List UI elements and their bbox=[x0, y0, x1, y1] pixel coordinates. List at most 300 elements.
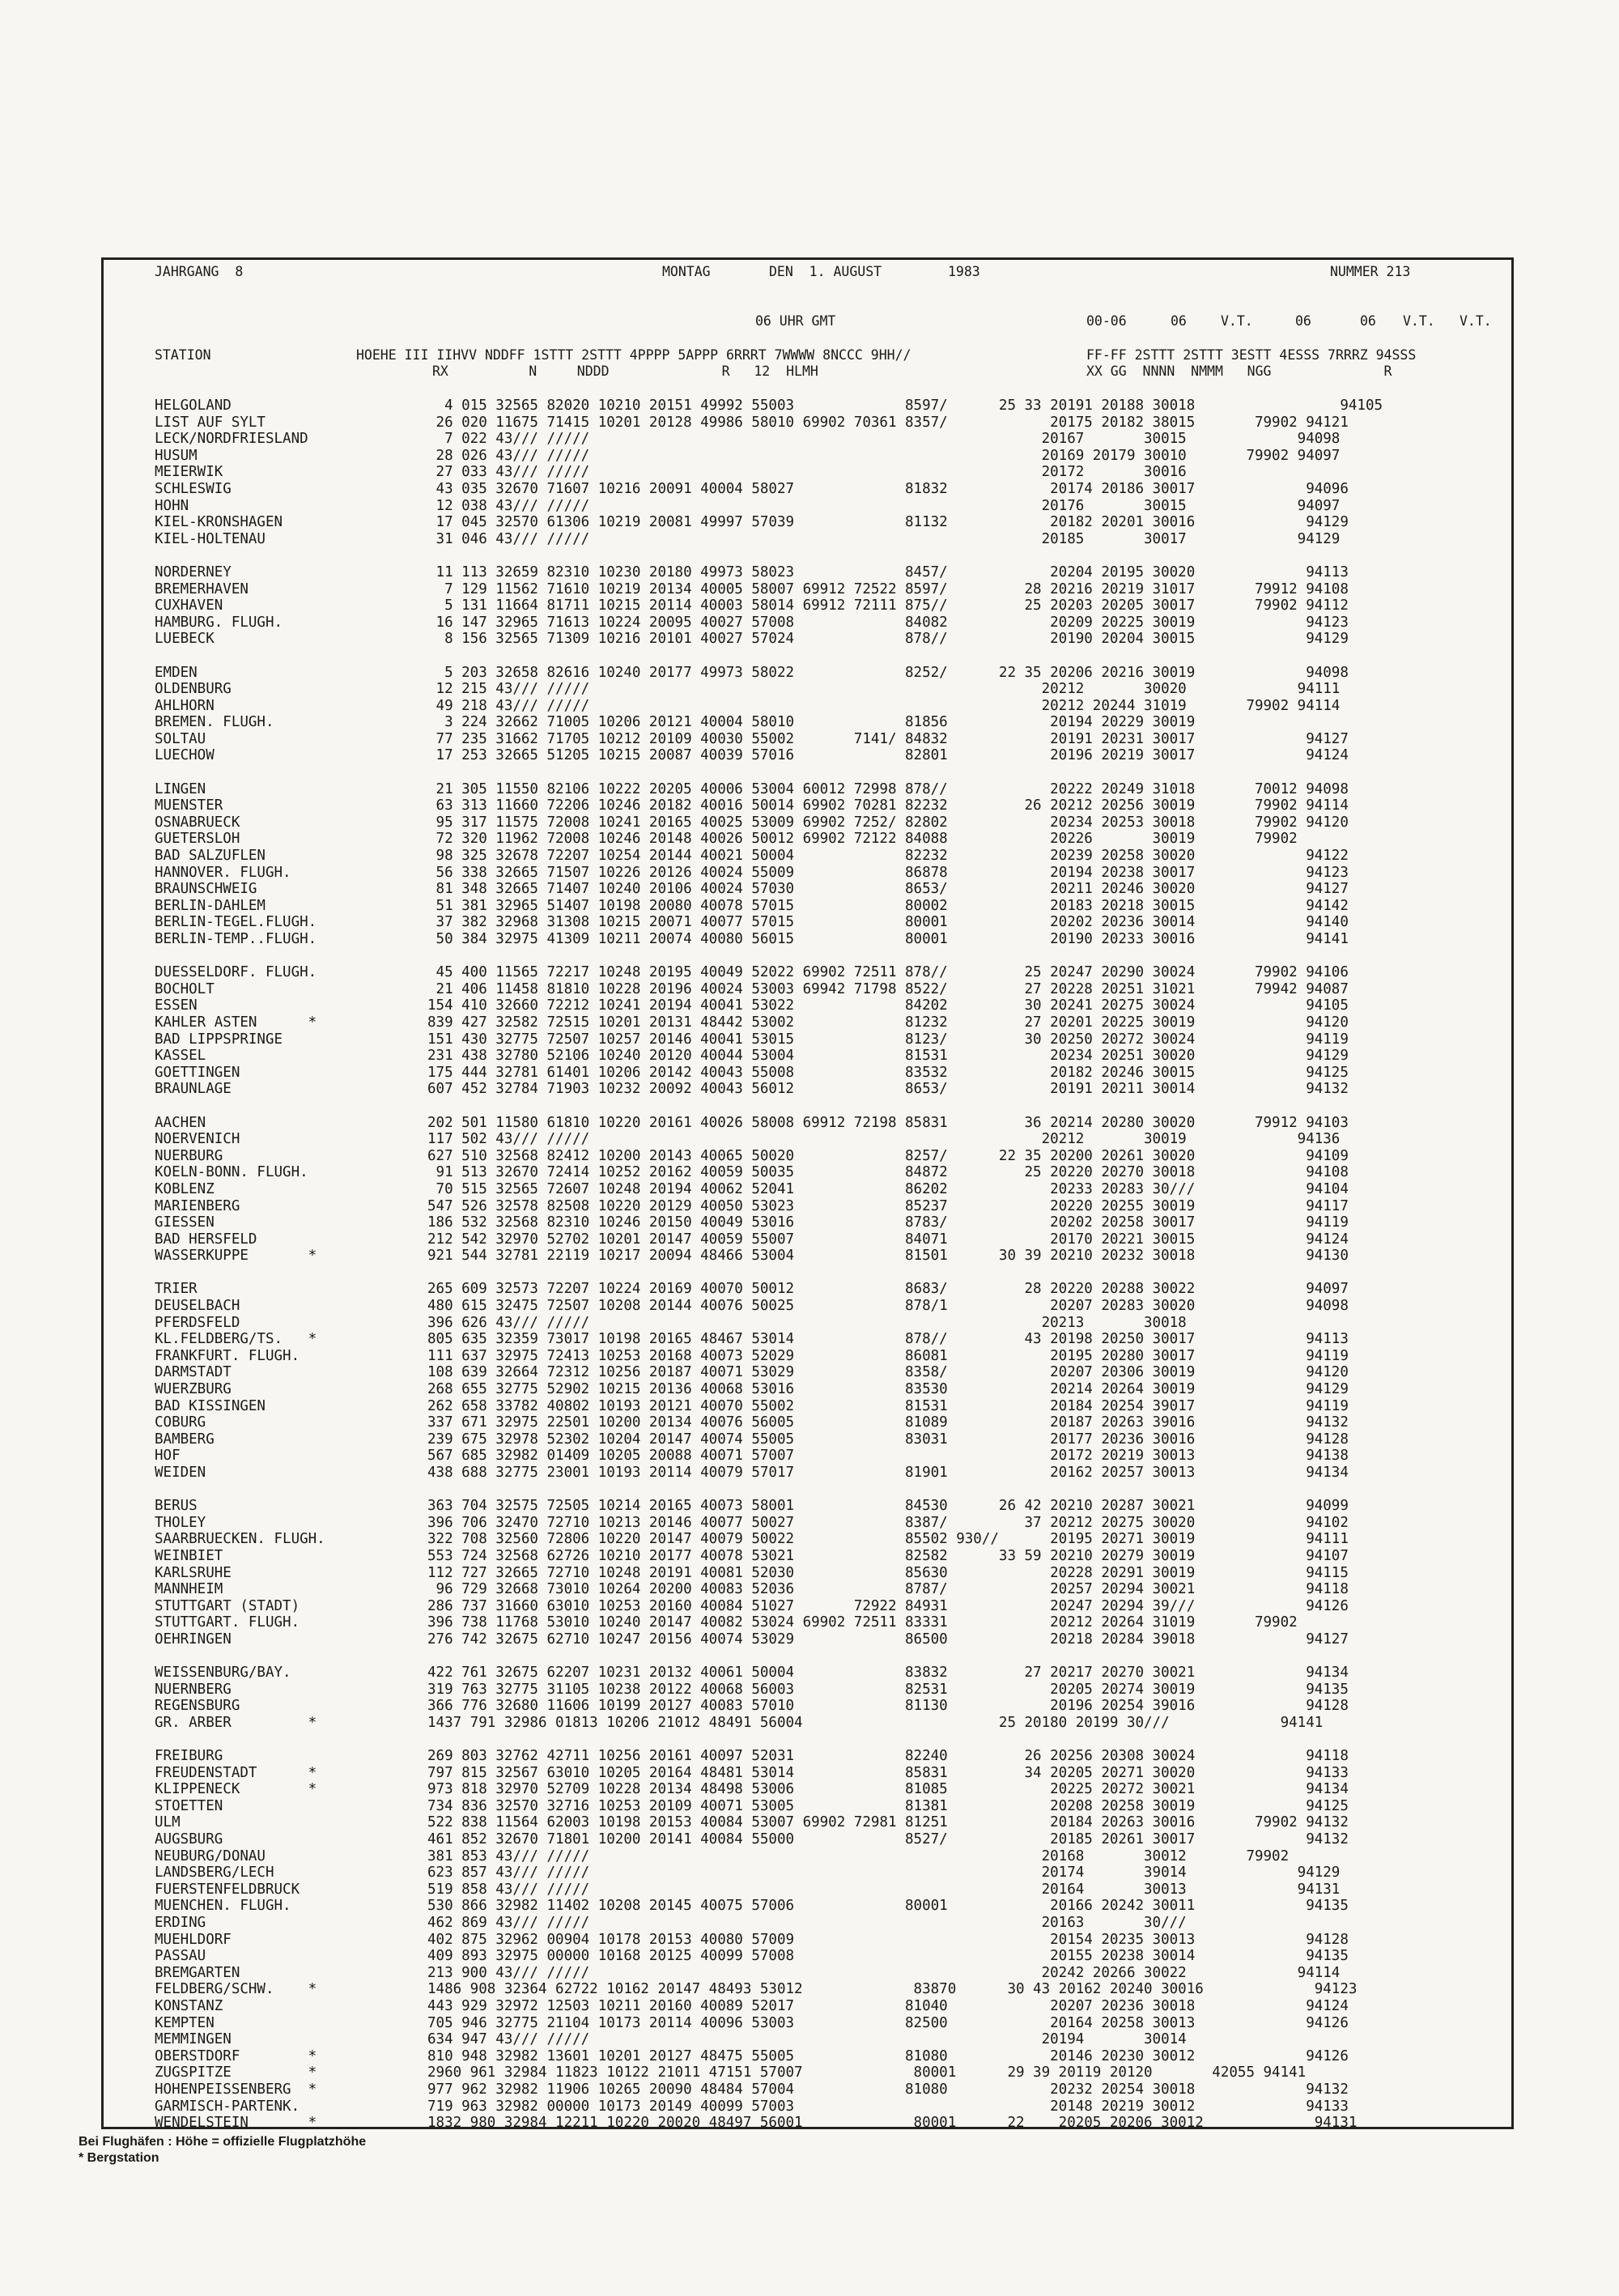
table-row bbox=[104, 2048, 1511, 2065]
table-row bbox=[104, 564, 1511, 581]
table-row bbox=[104, 1465, 1511, 1482]
station-observation-codes: 286 737 31660 63010 10253 20160 40084 51027 72922 84931 20247 20294 39/// 94126 bbox=[427, 1597, 1349, 1614]
station-name: AHLHORN bbox=[155, 697, 215, 714]
station-observation-codes: 151 430 32775 72507 10257 20146 40041 53015 8123/ 30 20250 20272 30024 94119 bbox=[427, 1031, 1349, 1048]
station-name: SAARBRUECKEN. FLUGH. bbox=[155, 1531, 325, 1548]
table-row bbox=[104, 415, 1511, 432]
table-row bbox=[104, 1748, 1511, 1765]
station-name: STUTTGART (STADT) bbox=[155, 1597, 300, 1614]
station-name: BAD SALZUFLEN bbox=[155, 848, 266, 865]
station-name: GR. ARBER * bbox=[155, 1714, 317, 1731]
station-observation-codes: 977 962 32982 11906 10265 20090 48484 57004 81080 20232 20254 30018 94132 bbox=[427, 2081, 1349, 2098]
station-name: OBERSTDORF * bbox=[155, 2047, 317, 2064]
station-observation-codes: 17 045 32570 61306 10219 20081 49997 57039 81132 20182 20201 30016 94129 bbox=[427, 514, 1349, 531]
table-row bbox=[104, 1298, 1511, 1315]
station-name: OLDENBURG bbox=[155, 681, 232, 698]
table-row bbox=[104, 1231, 1511, 1248]
station-name: MUENSTER bbox=[155, 797, 223, 814]
station-name: BERLIN-DAHLEM bbox=[155, 897, 266, 914]
footnote-mountain-station: * Bergstation bbox=[79, 2151, 159, 2165]
station-name: BAD LIPPSPRINGE bbox=[155, 1031, 283, 1048]
station-observation-codes: 547 526 32578 82508 10220 20129 40050 53023 85237 20220 20255 30019 94117 bbox=[427, 1197, 1349, 1214]
station-name: FUERSTENFELDBRUCK bbox=[155, 1881, 300, 1898]
table-row bbox=[104, 881, 1511, 898]
table-row bbox=[104, 1682, 1511, 1699]
table-row bbox=[104, 831, 1511, 848]
station-name: KIEL-HOLTENAU bbox=[155, 530, 266, 547]
table-row bbox=[104, 1631, 1511, 1648]
station-observation-codes: 522 838 11564 62003 10198 20153 40084 53007 69902 72981 81251 20184 20263 30016 79902 94132 bbox=[427, 1814, 1349, 1831]
table-row bbox=[104, 1798, 1511, 1815]
table-row bbox=[104, 1598, 1511, 1615]
station-name: KOBLENZ bbox=[155, 1180, 215, 1197]
col-vt-b: V.T. bbox=[1403, 313, 1435, 329]
table-row bbox=[104, 865, 1511, 882]
station-observation-codes: 322 708 32560 72806 10220 20147 40079 50022 85502 930// 20195 20271 30019 94111 bbox=[427, 1531, 1349, 1548]
table-row bbox=[104, 1331, 1511, 1348]
table-row bbox=[104, 1814, 1511, 1831]
date-label: DEN 1. AUGUST bbox=[769, 264, 882, 279]
station-name: BERUS bbox=[155, 1498, 198, 1515]
group-spacer bbox=[104, 1265, 1511, 1282]
station-name: WUERZBURG bbox=[155, 1381, 232, 1398]
station-observation-codes: 21 406 11458 81810 10228 20196 40024 53003 69942 71798 8522/ 27 20228 20251 31021 79942 94087 bbox=[427, 980, 1349, 997]
station-name: MEIERWIK bbox=[155, 464, 223, 481]
station-name: MUEHLDORF bbox=[155, 1931, 232, 1948]
table-row bbox=[104, 1715, 1511, 1732]
table-row bbox=[104, 1898, 1511, 1915]
table-row bbox=[104, 1198, 1511, 1215]
group-spacer bbox=[104, 1648, 1511, 1665]
station-observation-codes: 91 513 32670 72414 10252 20162 40059 50035 84872 25 20220 20270 30018 94108 bbox=[427, 1164, 1349, 1181]
station-name: BREMGARTEN bbox=[155, 1964, 240, 1981]
table-row bbox=[104, 498, 1511, 515]
station-name: HUSUM bbox=[155, 447, 198, 464]
table-row bbox=[104, 2064, 1511, 2081]
col-codes: HOEHE III IIHVV NDDFF 1STTT 2STTT 4PPPP 5APPP 6RRRT 7WWWW 8NCCC 9HH// bbox=[356, 347, 911, 363]
table-row bbox=[104, 1881, 1511, 1898]
group-spacer bbox=[104, 1732, 1511, 1749]
table-row bbox=[104, 431, 1511, 448]
station-observation-codes: 409 893 32975 00000 10168 20125 40099 57008 20155 20238 30014 94135 bbox=[427, 1948, 1349, 1965]
station-observation-codes: 363 704 32575 72505 10214 20165 40073 58001 84530 26 42 20210 20287 30021 94099 bbox=[427, 1498, 1349, 1515]
station-observation-codes: 17 253 32665 51205 10215 20087 40039 57016 82801 20196 20219 30017 94124 bbox=[427, 747, 1349, 764]
station-observation-codes: 50 384 32975 41309 10211 20074 40080 56015 80001 20190 20233 30016 94141 bbox=[427, 931, 1349, 947]
table-row bbox=[104, 1981, 1511, 1998]
col-vt-a: V.T. bbox=[1221, 313, 1253, 329]
station-observation-codes: 337 671 32975 22501 10200 20134 40076 56005 81089 20187 20263 39016 94132 bbox=[427, 1414, 1349, 1431]
table-row bbox=[104, 1498, 1511, 1515]
station-name: CUXHAVEN bbox=[155, 597, 223, 614]
station-name: HOF bbox=[155, 1448, 181, 1465]
station-name: KLIPPENECK * bbox=[155, 1781, 317, 1798]
table-row bbox=[104, 1864, 1511, 1881]
table-row bbox=[104, 1948, 1511, 1965]
footnote-airport-height: Bei Flughäfen : Höhe = offizielle Flugplatzhöhe bbox=[79, 2135, 367, 2149]
weekday-label: MONTAG bbox=[662, 264, 711, 279]
station-observation-codes: 627 510 32568 82412 10200 20143 40065 50020 8257/ 22 35 20200 20261 30020 94109 bbox=[427, 1147, 1349, 1164]
station-observation-codes: 7 129 11562 71610 10219 20134 40005 58007 69912 72522 8597/ 28 20216 20219 31017 79912 94108 bbox=[427, 580, 1349, 597]
station-observation-codes: 396 706 32470 72710 10213 20146 40077 50027 8387/ 37 20212 20275 30020 94102 bbox=[427, 1514, 1349, 1531]
station-observation-codes: 45 400 11565 72217 10248 20195 40049 52022 69902 72511 878// 25 20247 20290 30024 79902 94106 bbox=[427, 964, 1349, 981]
station-name: WASSERKUPPE * bbox=[155, 1248, 317, 1265]
station-observation-codes: 797 815 32567 63010 10205 20164 48481 53014 85831 34 20205 20271 30020 94133 bbox=[427, 1764, 1349, 1781]
station-observation-codes: 63 313 11660 72206 10246 20182 40016 50014 69902 70281 82232 26 20212 20256 30019 79902 94114 bbox=[427, 797, 1349, 814]
station-name: AUGSBURG bbox=[155, 1831, 223, 1848]
station-observation-codes: 37 382 32968 31308 10215 20071 40077 57015 80001 20202 20236 30014 94140 bbox=[427, 914, 1349, 931]
table-row bbox=[104, 614, 1511, 631]
table-row bbox=[104, 1998, 1511, 2015]
station-name: LANDSBERG/LECH bbox=[155, 1864, 274, 1881]
data-table-frame bbox=[101, 257, 1514, 2132]
station-observation-codes: 519 858 43/// ///// 20164 30013 94131 bbox=[427, 1881, 1341, 1898]
station-name: HELGOLAND bbox=[155, 398, 232, 414]
station-observation-codes: 239 675 32978 52302 10204 20147 40074 55005 83031 20177 20236 30016 94128 bbox=[427, 1431, 1349, 1448]
station-observation-codes: 70 515 32565 72607 10248 20194 40062 52041 86202 20233 20283 30/// 94104 bbox=[427, 1180, 1349, 1197]
table-row bbox=[104, 1031, 1511, 1048]
station-name: FREIBURG bbox=[155, 1748, 223, 1765]
station-name: MARIENBERG bbox=[155, 1197, 240, 1214]
station-rows bbox=[104, 398, 1511, 2132]
table-row bbox=[104, 848, 1511, 865]
table-row bbox=[104, 1014, 1511, 1031]
station-observation-codes: 530 866 32982 11402 10208 20145 40075 57006 80001 20166 20242 30011 94135 bbox=[427, 1898, 1349, 1915]
table-row bbox=[104, 2031, 1511, 2048]
station-observation-codes: 7 022 43/// ///// 20167 30015 94098 bbox=[427, 431, 1341, 448]
station-observation-codes: 1486 908 32364 62722 10162 20147 48493 53012 83870 30 43 20162 20240 30016 94123 bbox=[427, 1981, 1358, 1998]
station-observation-codes: 262 658 33782 40802 10193 20121 40070 55002 81531 20184 20254 39017 94119 bbox=[427, 1397, 1349, 1414]
station-observation-codes: 12 215 43/// ///// 20212 30020 94111 bbox=[427, 681, 1341, 698]
station-name: BAD HERSFELD bbox=[155, 1231, 257, 1248]
station-name: DUESSELDORF. FLUGH. bbox=[155, 964, 317, 981]
station-name: GARMISCH-PARTENK. bbox=[155, 2098, 300, 2115]
station-name: AACHEN bbox=[155, 1114, 206, 1131]
col-right-sub: XX GG NNNN NMMM NGG R bbox=[1086, 364, 1392, 379]
table-row bbox=[104, 1565, 1511, 1582]
station-observation-codes: 231 438 32780 52106 10240 20120 40044 53004 81531 20234 20251 30020 94129 bbox=[427, 1048, 1349, 1065]
station-observation-codes: 31 046 43/// ///// 20185 30017 94129 bbox=[427, 530, 1341, 547]
table-row bbox=[104, 1131, 1511, 1148]
table-row bbox=[104, 1214, 1511, 1231]
station-name: HAMBURG. FLUGH. bbox=[155, 614, 283, 631]
station-name: HOHN bbox=[155, 497, 189, 514]
station-observation-codes: 5 203 32658 82616 10240 20177 49973 58022 8252/ 22 35 20206 20216 30019 94098 bbox=[427, 664, 1349, 681]
table-row bbox=[104, 631, 1511, 648]
group-spacer bbox=[104, 1482, 1511, 1499]
station-name: SOLTAU bbox=[155, 730, 206, 747]
table-row bbox=[104, 1848, 1511, 1865]
group-spacer bbox=[104, 547, 1511, 564]
station-observation-codes: 462 869 43/// ///// 20163 30/// bbox=[427, 1915, 1187, 1932]
table-row bbox=[104, 1515, 1511, 1532]
table-row bbox=[104, 997, 1511, 1014]
station-name: KONSTANZ bbox=[155, 1998, 223, 2014]
table-row bbox=[104, 1831, 1511, 1848]
station-observation-codes: 8 156 32565 71309 10216 20101 40027 57024 878// 20190 20204 30015 94129 bbox=[427, 631, 1349, 648]
station-name: LIST AUF SYLT bbox=[155, 414, 266, 431]
station-observation-codes: 12 038 43/// ///// 20176 30015 94097 bbox=[427, 497, 1341, 514]
station-observation-codes: 186 532 32568 82310 10246 20150 40049 53016 8783/ 20202 20258 30017 94119 bbox=[427, 1214, 1349, 1231]
station-name: STOETTEN bbox=[155, 1797, 223, 1814]
table-row bbox=[104, 931, 1511, 948]
table-row bbox=[104, 1915, 1511, 1932]
station-observation-codes: 49 218 43/// ///// 20212 20244 31019 79902 94114 bbox=[427, 697, 1341, 714]
station-observation-codes: 805 635 32359 73017 10198 20165 48467 53014 878// 43 20198 20250 30017 94113 bbox=[427, 1331, 1349, 1348]
table-row bbox=[104, 898, 1511, 915]
station-observation-codes: 95 317 11575 72008 10241 20165 40025 53009 69902 7252/ 82802 20234 20253 30018 79902 94120 bbox=[427, 814, 1349, 831]
table-row bbox=[104, 698, 1511, 715]
table-row bbox=[104, 964, 1511, 981]
station-observation-codes: 4 015 32565 82020 10210 20151 49992 55003 8597/ 25 33 20191 20188 30018 94105 bbox=[427, 398, 1383, 414]
table-row bbox=[104, 1364, 1511, 1381]
table-row bbox=[104, 681, 1511, 698]
station-name: TRIER bbox=[155, 1281, 198, 1298]
table-row bbox=[104, 1581, 1511, 1598]
table-header bbox=[104, 260, 1511, 379]
station-name: MANNHEIM bbox=[155, 1581, 223, 1598]
station-observation-codes: 98 325 32678 72207 10254 20144 40021 50004 82232 20239 20258 30020 94122 bbox=[427, 848, 1349, 865]
table-row bbox=[104, 1048, 1511, 1065]
table-row bbox=[104, 481, 1511, 498]
station-observation-codes: 567 685 32982 01409 10205 20088 40071 57007 20172 20219 30013 94138 bbox=[427, 1448, 1349, 1465]
station-name: BAMBERG bbox=[155, 1431, 215, 1448]
station-observation-codes: 21 305 11550 82106 10222 20205 40006 53004 60012 72998 878// 20222 20249 31018 70012 94098 bbox=[427, 780, 1349, 797]
table-row bbox=[104, 1414, 1511, 1431]
station-name: NUERBURG bbox=[155, 1147, 223, 1164]
table-row bbox=[104, 514, 1511, 531]
table-row bbox=[104, 1065, 1511, 1082]
station-observation-codes: 16 147 32965 71613 10224 20095 40027 57008 84082 20209 20225 30019 94123 bbox=[427, 614, 1349, 631]
station-observation-codes: 81 348 32665 71407 10240 20106 40024 57030 8653/ 20211 20246 30020 94127 bbox=[427, 881, 1349, 898]
station-name: DEUSELBACH bbox=[155, 1298, 240, 1315]
station-name: COBURG bbox=[155, 1414, 206, 1431]
station-observation-codes: 11 113 32659 82310 10230 20180 49973 58023 8457/ 20204 20195 30020 94113 bbox=[427, 563, 1349, 580]
table-row bbox=[104, 1548, 1511, 1565]
station-name: BAD KISSINGEN bbox=[155, 1397, 266, 1414]
station-observation-codes: 111 637 32975 72413 10253 20168 40073 52029 86081 20195 20280 30017 94119 bbox=[427, 1347, 1349, 1364]
station-observation-codes: 461 852 32670 71801 10200 20141 40084 55000 8527/ 20185 20261 30017 94132 bbox=[427, 1831, 1349, 1848]
table-row bbox=[104, 1932, 1511, 1949]
station-name: PFERDSFELD bbox=[155, 1314, 240, 1331]
col-06b: 06 bbox=[1295, 313, 1311, 329]
table-row bbox=[104, 464, 1511, 481]
station-name: KARLSRUHE bbox=[155, 1564, 232, 1581]
station-observation-codes: 607 452 32784 71903 10232 20092 40043 56012 8653/ 20191 20211 30014 94132 bbox=[427, 1081, 1349, 1098]
station-observation-codes: 51 381 32965 51407 10198 20080 40078 57015 80002 20183 20218 30015 94142 bbox=[427, 897, 1349, 914]
table-row bbox=[104, 1081, 1511, 1098]
station-name: NUERNBERG bbox=[155, 1681, 232, 1698]
station-name: BRAUNLAGE bbox=[155, 1081, 232, 1098]
table-row bbox=[104, 1398, 1511, 1415]
station-name: BRAUNSCHWEIG bbox=[155, 881, 257, 898]
table-row bbox=[104, 1281, 1511, 1298]
station-observation-codes: 553 724 32568 62726 10210 20177 40078 53021 82582 33 59 20210 20279 30019 94107 bbox=[427, 1547, 1349, 1564]
station-observation-codes: 366 776 32680 11606 10199 20127 40083 57010 81130 20196 20254 39016 94128 bbox=[427, 1698, 1349, 1715]
station-name: OEHRINGEN bbox=[155, 1631, 232, 1648]
station-name: MUENCHEN. FLUGH. bbox=[155, 1898, 291, 1915]
col-codes-sub: RX N NDDD R 12 HLMH bbox=[432, 364, 818, 379]
table-row bbox=[104, 1164, 1511, 1181]
station-name: NEUBURG/DONAU bbox=[155, 1847, 266, 1864]
table-row bbox=[104, 1965, 1511, 1982]
station-name: ULM bbox=[155, 1814, 181, 1831]
footnotes bbox=[79, 2134, 366, 2166]
group-spacer bbox=[104, 948, 1511, 965]
station-observation-codes: 734 836 32570 32716 10253 20109 40071 53005 81381 20208 20258 30019 94125 bbox=[427, 1797, 1349, 1814]
col-06c: 06 bbox=[1360, 313, 1376, 329]
station-observation-codes: 438 688 32775 23001 10193 20114 40079 57017 81901 20162 20257 30013 94134 bbox=[427, 1465, 1349, 1481]
station-observation-codes: 973 818 32970 52709 10228 20134 48498 53006 81085 20225 20272 30021 94134 bbox=[427, 1781, 1349, 1798]
station-name: HOHENPEISSENBERG * bbox=[155, 2081, 317, 2098]
col-right: FF-FF 2STTT 2STTT 3ESTT 4ESSS 7RRRZ 94SSS bbox=[1086, 347, 1417, 363]
station-name: ESSEN bbox=[155, 997, 198, 1014]
station-name: OSNABRUECK bbox=[155, 814, 240, 831]
station-name: KEMPTEN bbox=[155, 2014, 215, 2031]
station-observation-codes: 268 655 32775 52902 10215 20136 40068 53016 83530 20214 20264 30019 94129 bbox=[427, 1381, 1349, 1398]
station-name: NOERVENICH bbox=[155, 1131, 240, 1148]
table-row bbox=[104, 781, 1511, 798]
table-row bbox=[104, 797, 1511, 814]
station-observation-codes: 175 444 32781 61401 10206 20142 40043 55008 83532 20182 20246 30015 94125 bbox=[427, 1064, 1349, 1081]
col-period-0006: 00-06 bbox=[1086, 313, 1127, 329]
table-row bbox=[104, 814, 1511, 831]
table-row bbox=[104, 1248, 1511, 1265]
station-observation-codes: 27 033 43/// ///// 20172 30016 bbox=[427, 464, 1187, 481]
station-name: BREMERHAVEN bbox=[155, 580, 249, 597]
station-observation-codes: 269 803 32762 42711 10256 20161 40097 52031 82240 26 20256 20308 30024 94118 bbox=[427, 1748, 1349, 1765]
table-row bbox=[104, 731, 1511, 748]
station-observation-codes: 319 763 32775 31105 10238 20122 40068 56003 82531 20205 20274 30019 94135 bbox=[427, 1681, 1349, 1698]
table-row bbox=[104, 597, 1511, 614]
station-name: WEIDEN bbox=[155, 1465, 206, 1481]
station-name: BREMEN. FLUGH. bbox=[155, 714, 274, 731]
station-name: BOCHOLT bbox=[155, 980, 215, 997]
table-row bbox=[104, 1381, 1511, 1398]
table-row bbox=[104, 1431, 1511, 1448]
station-name: GOETTINGEN bbox=[155, 1064, 240, 1081]
station-observation-codes: 28 026 43/// ///// 20169 20179 30010 79902 94097 bbox=[427, 447, 1341, 464]
station-name: KASSEL bbox=[155, 1048, 206, 1065]
station-observation-codes: 72 320 11962 72008 10246 20148 40026 50012 69902 72122 84088 20226 30019 79902 bbox=[427, 831, 1298, 848]
station-observation-codes: 381 853 43/// ///// 20168 30012 79902 bbox=[427, 1847, 1290, 1864]
station-observation-codes: 2960 961 32984 11823 10122 21011 47151 57007 80001 29 39 20119 20120 42055 94141 bbox=[427, 2064, 1307, 2081]
station-observation-codes: 77 235 31662 71705 10212 20109 40030 55002 7141/ 84832 20191 20231 30017 94127 bbox=[427, 730, 1349, 747]
table-row bbox=[104, 1614, 1511, 1631]
table-row bbox=[104, 981, 1511, 998]
table-row bbox=[104, 747, 1511, 764]
table-row bbox=[104, 1781, 1511, 1798]
station-observation-codes: 56 338 32665 71507 10226 20126 40024 55009 86878 20194 20238 30017 94123 bbox=[427, 864, 1349, 881]
station-name: BERLIN-TEGEL.FLUGH. bbox=[155, 914, 317, 931]
station-name: PASSAU bbox=[155, 1948, 206, 1965]
station-name: KL.FELDBERG/TS. * bbox=[155, 1331, 317, 1348]
table-row bbox=[104, 2098, 1511, 2115]
table-row bbox=[104, 1698, 1511, 1715]
station-observation-codes: 112 727 32665 72710 10248 20191 40081 52030 85630 20228 20291 30019 94115 bbox=[427, 1564, 1349, 1581]
station-name: BERLIN-TEMP..FLUGH. bbox=[155, 931, 317, 947]
table-row bbox=[104, 714, 1511, 731]
table-row bbox=[104, 1181, 1511, 1198]
station-name: DARMSTADT bbox=[155, 1364, 232, 1381]
station-name: ERDING bbox=[155, 1915, 206, 1932]
station-observation-codes: 117 502 43/// ///// 20212 30019 94136 bbox=[427, 1131, 1341, 1148]
station-observation-codes: 5 131 11664 81711 10215 20114 40003 58014 69912 72111 875// 25 20203 20205 30017 79902 94112 bbox=[427, 597, 1349, 614]
station-observation-codes: 265 609 32573 72207 10224 20169 40070 50012 8683/ 28 20220 20288 30022 94097 bbox=[427, 1281, 1349, 1298]
table-row bbox=[104, 1765, 1511, 1782]
station-name: SCHLESWIG bbox=[155, 480, 232, 497]
station-name: HANNOVER. FLUGH. bbox=[155, 864, 291, 881]
station-name: FREUDENSTADT * bbox=[155, 1764, 317, 1781]
col-06a: 06 bbox=[1171, 313, 1187, 329]
col-vt-c: V.T. bbox=[1460, 313, 1492, 329]
station-name: EMDEN bbox=[155, 664, 198, 681]
station-observation-codes: 705 946 32775 21104 10173 20114 40096 53003 82500 20164 20258 30013 94126 bbox=[427, 2014, 1349, 2031]
table-row bbox=[104, 1531, 1511, 1548]
group-spacer bbox=[104, 1098, 1511, 1115]
station-name: GIESSEN bbox=[155, 1214, 215, 1231]
station-name: WEINBIET bbox=[155, 1547, 223, 1564]
station-observation-codes: 1832 980 32984 12211 10220 20020 48497 56001 80001 22 20205 20206 30012 94131 bbox=[427, 2115, 1358, 2132]
table-row bbox=[104, 1315, 1511, 1332]
issue-number: NUMMER 213 bbox=[1330, 264, 1411, 279]
station-name: FELDBERG/SCHW. * bbox=[155, 1981, 317, 1998]
station-name: KOELN-BONN. FLUGH. bbox=[155, 1164, 308, 1181]
table-row bbox=[104, 2015, 1511, 2032]
table-row bbox=[104, 1448, 1511, 1465]
station-name: LUECHOW bbox=[155, 747, 215, 764]
table-row bbox=[104, 398, 1511, 415]
jahrgang-label: JAHRGANG 8 bbox=[155, 264, 244, 279]
station-observation-codes: 623 857 43/// ///// 20174 39014 94129 bbox=[427, 1864, 1341, 1881]
station-observation-codes: 480 615 32475 72507 10208 20144 40076 50025 878/1 20207 20283 30020 94098 bbox=[427, 1298, 1349, 1315]
station-observation-codes: 108 639 32664 72312 10256 20187 40071 53029 8358/ 20207 20306 30019 94120 bbox=[427, 1364, 1349, 1381]
station-name: MEMMINGEN bbox=[155, 2031, 232, 2048]
table-row bbox=[104, 1665, 1511, 1682]
station-name: FRANKFURT. FLUGH. bbox=[155, 1347, 300, 1364]
table-row bbox=[104, 665, 1511, 682]
station-observation-codes: 26 020 11675 71415 10201 20128 49986 58010 69902 70361 8357/ 20175 20182 38015 79902 94121 bbox=[427, 414, 1349, 431]
table-row bbox=[104, 914, 1511, 931]
table-row bbox=[104, 448, 1511, 465]
station-observation-codes: 396 626 43/// ///// 20213 30018 bbox=[427, 1314, 1187, 1331]
station-observation-codes: 96 729 32668 73010 10264 20200 40083 52036 8787/ 20257 20294 30021 94118 bbox=[427, 1581, 1349, 1598]
station-name: ZUGSPITZE * bbox=[155, 2064, 317, 2081]
station-observation-codes: 810 948 32982 13601 10201 20127 48475 55005 81080 20146 20230 30012 94126 bbox=[427, 2047, 1349, 2064]
station-observation-codes: 443 929 32972 12503 10211 20160 40089 52017 81040 20207 20236 30018 94124 bbox=[427, 1998, 1349, 2014]
station-name: KIEL-KRONSHAGEN bbox=[155, 514, 283, 531]
station-observation-codes: 202 501 11580 61810 10220 20161 40026 58008 69912 72198 85831 36 20214 20280 30020 79912 94103 bbox=[427, 1114, 1349, 1131]
col-station: STATION bbox=[155, 347, 211, 363]
station-observation-codes: 43 035 32670 71607 10216 20091 40004 58027 81832 20174 20186 30017 94096 bbox=[427, 480, 1349, 497]
station-observation-codes: 154 410 32660 72212 10241 20194 40041 53022 84202 30 20241 20275 30024 94105 bbox=[427, 997, 1349, 1014]
station-observation-codes: 1437 791 32986 01813 10206 21012 48491 56004 25 20180 20199 30/// 94141 bbox=[427, 1714, 1324, 1731]
station-observation-codes: 396 738 11768 53010 10240 20147 40082 53024 69902 72511 83331 20212 20264 31019 79902 bbox=[427, 1614, 1298, 1631]
table-row bbox=[104, 1148, 1511, 1165]
table-row bbox=[104, 1348, 1511, 1365]
station-observation-codes: 921 544 32781 22119 10217 20094 48466 53004 81501 30 39 20210 20232 30018 94130 bbox=[427, 1248, 1349, 1265]
obs-time-group: 06 UHR GMT bbox=[755, 313, 836, 329]
group-spacer bbox=[104, 764, 1511, 781]
station-observation-codes: 3 224 32662 71005 10206 20121 40004 58010 81856 20194 20229 30019 bbox=[427, 714, 1196, 731]
table-row bbox=[104, 581, 1511, 598]
station-observation-codes: 212 542 32970 52702 10201 20147 40059 55007 84071 20170 20221 30015 94124 bbox=[427, 1231, 1349, 1248]
group-spacer bbox=[104, 648, 1511, 665]
station-name: STUTTGART. FLUGH. bbox=[155, 1614, 300, 1631]
table-row bbox=[104, 531, 1511, 548]
station-name: LUEBECK bbox=[155, 631, 215, 648]
table-row bbox=[104, 2081, 1511, 2098]
station-name: REGENSBURG bbox=[155, 1698, 240, 1715]
